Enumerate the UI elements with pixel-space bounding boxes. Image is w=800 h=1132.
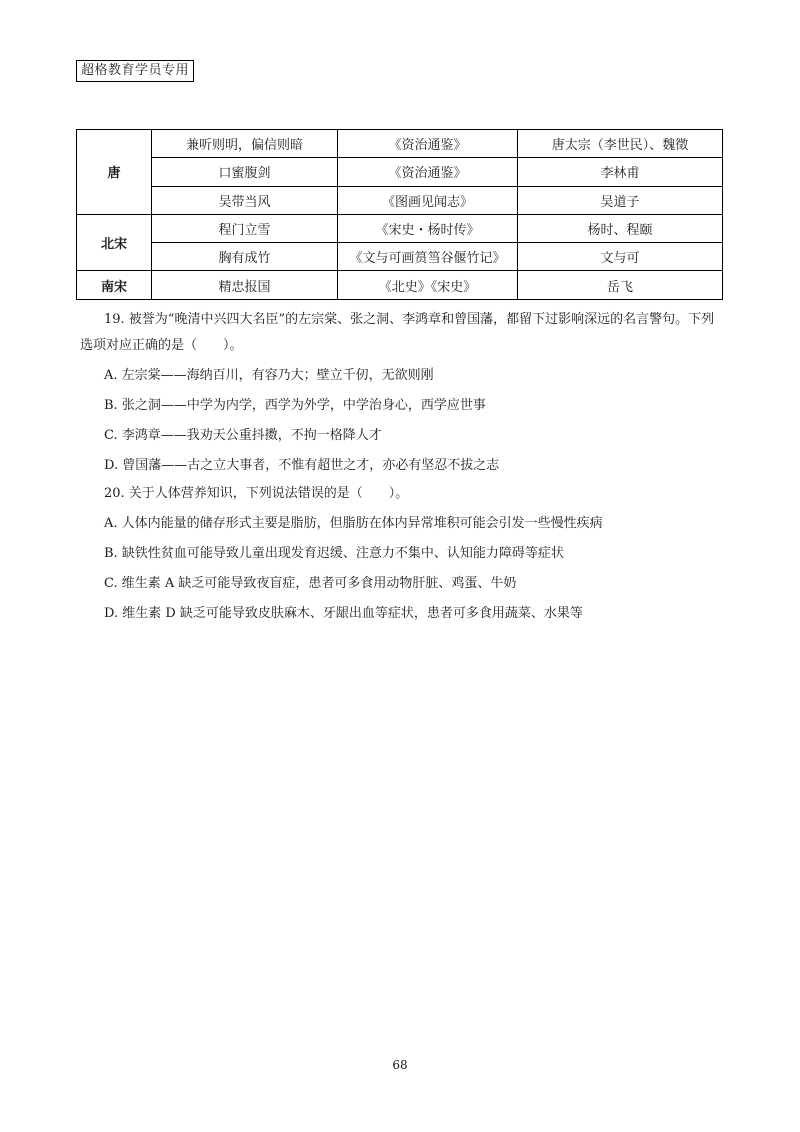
person-cell: 李林甫 xyxy=(518,158,723,186)
dynasty-cell: 唐 xyxy=(77,130,152,215)
option-c: C. 维生素 A 缺乏可能导致夜盲症，患者可多食用动物肝脏、鸡蛋、牛奶 xyxy=(104,576,517,591)
idiom-cell: 兼听则明，偏信则暗 xyxy=(152,130,338,158)
option-b: B. 张之洞——中学为内学，西学为外学，中学治身心，西学应世事 xyxy=(104,398,486,413)
question-20 xyxy=(80,481,725,627)
person-cell: 杨时、程颐 xyxy=(518,214,723,242)
option-c: C. 李鸿章——我劝天公重抖擞，不拘一格降人才 xyxy=(104,428,382,443)
idiom-table xyxy=(76,129,723,300)
idiom-cell: 口蜜腹剑 xyxy=(152,158,338,186)
table-row xyxy=(77,158,723,186)
dynasty-cell: 南宋 xyxy=(77,271,152,299)
idiom-cell: 程门立雪 xyxy=(152,214,338,242)
source-cell: 《图画见闻志》 xyxy=(338,186,518,214)
table-row xyxy=(77,243,723,271)
dynasty-cell: 北宋 xyxy=(77,214,152,271)
option-b: B. 缺铁性贫血可能导致儿童出现发育迟缓、注意力不集中、认知能力障碍等症状 xyxy=(104,546,564,561)
source-cell: 《资治通鉴》 xyxy=(338,130,518,158)
question-19 xyxy=(80,307,725,479)
person-cell: 岳飞 xyxy=(518,271,723,299)
idiom-cell: 精忠报国 xyxy=(152,271,338,299)
option-a: A. 左宗棠——海纳百川，有容乃大；壁立千仞，无欲则刚 xyxy=(104,368,434,383)
page-number: 68 xyxy=(392,1058,408,1072)
source-cell: 《资治通鉴》 xyxy=(338,158,518,186)
question-stem: 19. 被誉为“晚清中兴四大名臣”的左宗棠、张之洞、李鸿章和曾国藩，都留下过影响深远的名言警句。下列选项对应正确的是（ ）。 xyxy=(80,312,715,353)
idiom-cell: 吴带当风 xyxy=(152,186,338,214)
source-cell: 《北史》《宋史》 xyxy=(338,271,518,299)
idiom-cell: 胸有成竹 xyxy=(152,243,338,271)
option-a: A. 人体内能量的储存形式主要是脂肪，但脂肪在体内异常堆积可能会引发一些慢性疾病 xyxy=(104,516,603,531)
table-row xyxy=(77,130,723,158)
source-cell: 《宋史・杨时传》 xyxy=(338,214,518,242)
person-cell: 唐太宗（李世民）、魏徵 xyxy=(518,130,723,158)
person-cell: 吴道子 xyxy=(518,186,723,214)
option-d: D. 曾国藩——古之立大事者，不惟有超世之才，亦必有坚忍不拔之志 xyxy=(104,458,500,473)
table-row xyxy=(77,186,723,214)
table-row xyxy=(77,214,723,242)
questions-section xyxy=(80,307,725,627)
question-stem: 20. 关于人体营养知识，下列说法错误的是（ ）。 xyxy=(104,486,409,501)
person-cell: 文与可 xyxy=(518,243,723,271)
table-row xyxy=(77,271,723,299)
option-d: D. 维生素 D 缺乏可能导致皮肤麻木、牙龈出血等症状，患者可多食用蔬菜、水果等 xyxy=(104,606,583,621)
header-tag: 超格教育学员专用 xyxy=(76,60,194,82)
source-cell: 《文与可画筼筜谷偃竹记》 xyxy=(338,243,518,271)
